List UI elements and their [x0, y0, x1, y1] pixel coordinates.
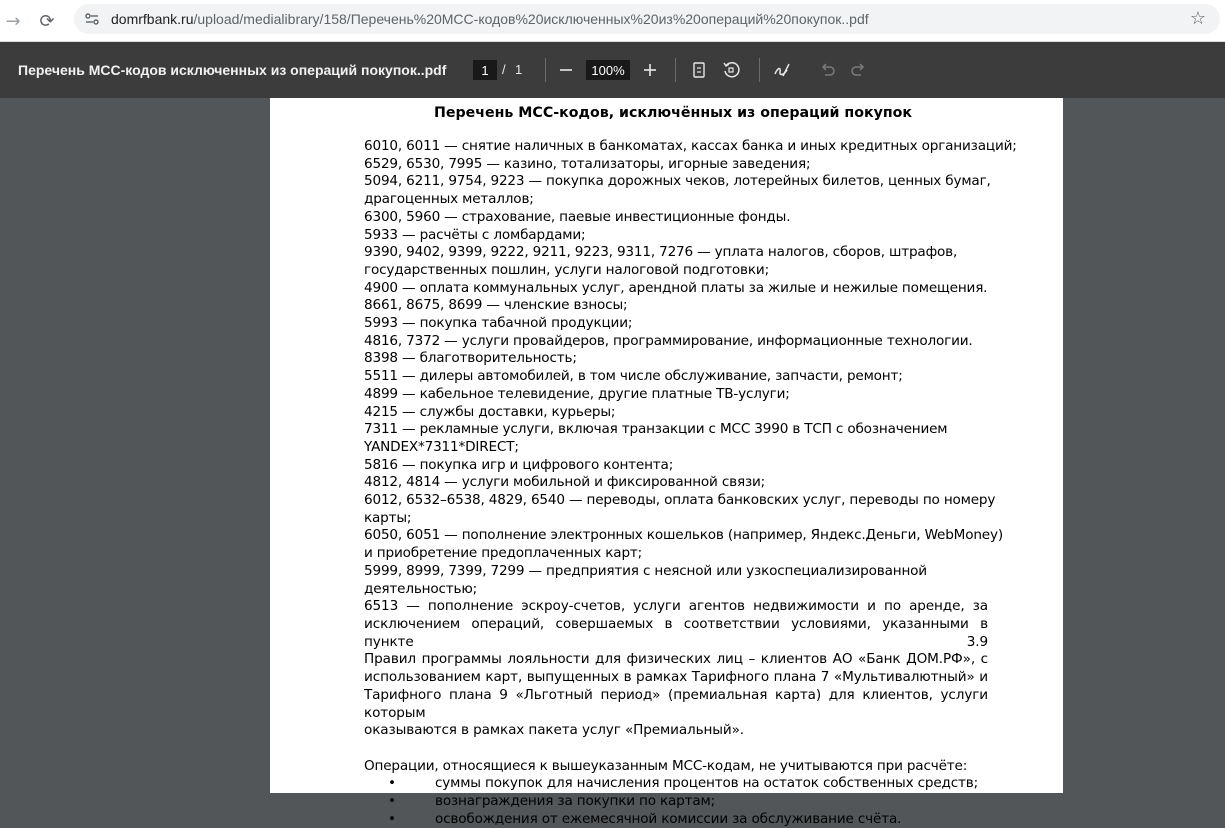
- pdf-viewer-toolbar: [0, 42, 1225, 98]
- doc-line: 5933 — расчёты с ломбардами;: [364, 226, 586, 243]
- doc-line: государственных пошлин, услуги налоговой подготовки;: [364, 261, 769, 278]
- reload-icon[interactable]: ⟳: [39, 10, 55, 32]
- doc-line: 7311 — рекламные услуги, включая транзакции с МСС 3990 в ТСП с обозначением: [364, 421, 948, 438]
- doc-line: использованием карт, выпущенных в рамках Тарифного плана 7 «Мультивалютный» и: [364, 669, 988, 686]
- forward-arrow-icon[interactable]: →: [5, 10, 21, 32]
- doc-line: 5094, 6211, 9754, 9223 — покупка дорожных чеков, лотерейных билетов, ценных бумаг,: [364, 173, 991, 190]
- page-separator: /: [502, 62, 506, 77]
- url-host: domrfbank.ru: [111, 11, 194, 27]
- doc-line: YANDEX*7311*DIRECT;: [364, 438, 519, 455]
- url-path: /upload/medialibrary/158/Перечень%20МСС-кодов%20исключенных%20из%20операций%20покупок..pdf: [193, 11, 869, 27]
- doc-line: исключением операций, совершаемых в соответствии условиями, указанными в пункте 3.9: [364, 615, 988, 650]
- doc-line: 4899 — кабельное телевидение, другие платные ТВ-услуги;: [364, 385, 790, 402]
- list-item-text: освобождения от ежемесячной комиссии за обслуживание счёта.: [435, 810, 902, 827]
- undo-icon[interactable]: [813, 56, 841, 84]
- toolbar-divider: [675, 58, 676, 82]
- site-info-icon[interactable]: [82, 9, 102, 29]
- zoom-level-input[interactable]: [586, 60, 630, 80]
- browser-toolbar: [0, 0, 1225, 42]
- doc-line: 8661, 8675, 8699 — членские взносы;: [364, 297, 628, 314]
- doc-line: оказываются в рамках пакета услуг «Премиальный».: [364, 722, 745, 739]
- document-heading: Перечень МСС-кодов, исключённых из операций покупок: [433, 105, 913, 121]
- document-title: Перечень МСС-кодов исключенных из операций покупок..pdf: [18, 62, 447, 78]
- rotate-icon[interactable]: [717, 56, 745, 84]
- doc-line: драгоценных металлов;: [364, 191, 534, 208]
- list-item-text: суммы покупок для начисления процентов на остаток собственных средств;: [435, 775, 979, 792]
- page-content: [364, 104, 1017, 828]
- doc-line: 5816 — покупка игр и цифрового контента;: [364, 456, 674, 473]
- doc-line: 4215 — службы доставки, курьеры;: [364, 403, 616, 420]
- doc-line: деятельностью;: [364, 580, 478, 597]
- doc-line: 6050, 6051 — пополнение электронных кошельков (например, Яндекс.Деньги, WebMoney): [364, 527, 1003, 544]
- doc-line: Тарифного плана 9 «Льготный период» (премиальная карта) для клиентов, услуги которым: [364, 686, 988, 721]
- toolbar-divider: [759, 58, 760, 82]
- doc-line: 6513 — пополнение эскроу-счетов, услуги агентов недвижимости и по аренде, за: [364, 598, 988, 615]
- page-total: 1: [515, 62, 523, 77]
- pdf-page: [270, 98, 1063, 827]
- list-item: [364, 775, 988, 793]
- zoom-out-icon[interactable]: [552, 56, 580, 84]
- doc-line: 6010, 6011 — снятие наличных в банкоматах, кассах банка и иных кредитных организаций;: [364, 138, 1017, 154]
- doc-line: 5511 — дилеры автомобилей, в том числе обслуживание, запчасти, ремонт;: [364, 368, 903, 385]
- operations-intro: Операции, относящиеся к вышеуказанным МСС-кодам, не учитываются при расчёте:: [364, 757, 968, 774]
- list-item: [364, 793, 988, 811]
- exclusions-list: [364, 775, 988, 828]
- mcc-lines: [364, 138, 1017, 598]
- annotate-icon[interactable]: [768, 56, 796, 84]
- doc-line: 4900 — оплата коммунальных услуг, арендной платы за жилые и нежилые помещения.: [364, 279, 988, 296]
- redo-icon[interactable]: [845, 56, 873, 84]
- doc-line: 9390, 9402, 9399, 9222, 9211, 9223, 9311, 7276 — уплата налогов, сборов, штрафов,: [364, 244, 958, 261]
- url-text[interactable]: [111, 11, 869, 27]
- paragraph-gap: [364, 740, 988, 758]
- bullet-icon: •: [388, 775, 396, 792]
- doc-line: 5999, 8999, 7399, 7299 — предприятия с неясной или узкоспециализированной: [364, 562, 927, 579]
- bullet-icon: •: [388, 810, 396, 827]
- fit-page-icon[interactable]: [685, 56, 713, 84]
- toolbar-divider: [545, 58, 546, 82]
- list-item-text: вознаграждения за покупки по картам;: [435, 793, 715, 809]
- doc-line: и приобретение предоплаченных карт;: [364, 545, 643, 562]
- doc-line: 6300, 5960 — страхование, паевые инвестиционные фонды.: [364, 208, 791, 225]
- list-item: [364, 811, 988, 828]
- doc-line: 4816, 7372 — услуги провайдеров, программирование, информационные технологии.: [364, 332, 973, 349]
- doc-line: карты;: [364, 509, 412, 526]
- zoom-in-icon[interactable]: [636, 56, 664, 84]
- doc-line: Правил программы лояльности для физических лиц – клиентов АО «Банк ДОМ.РФ», с: [364, 651, 988, 668]
- doc-line: 6529, 6530, 7995 — казино, тотализаторы, игорные заведения;: [364, 155, 811, 172]
- bullet-icon: •: [388, 793, 396, 809]
- bookmark-star-icon[interactable]: ☆: [1189, 8, 1206, 29]
- address-bar[interactable]: [74, 4, 1220, 34]
- page-number-input[interactable]: [473, 60, 497, 80]
- doc-line: 8398 — благотворительность;: [364, 350, 577, 367]
- doc-line: 4812, 4814 — услуги мобильной и фиксированной связи;: [364, 474, 766, 491]
- doc-line: 6012, 6532–6538, 4829, 6540 — переводы, оплата банковских услуг, переводы по номеру: [364, 492, 996, 509]
- doc-line: 5993 — покупка табачной продукции;: [364, 315, 633, 332]
- mcc-6513-paragraph: [364, 598, 988, 740]
